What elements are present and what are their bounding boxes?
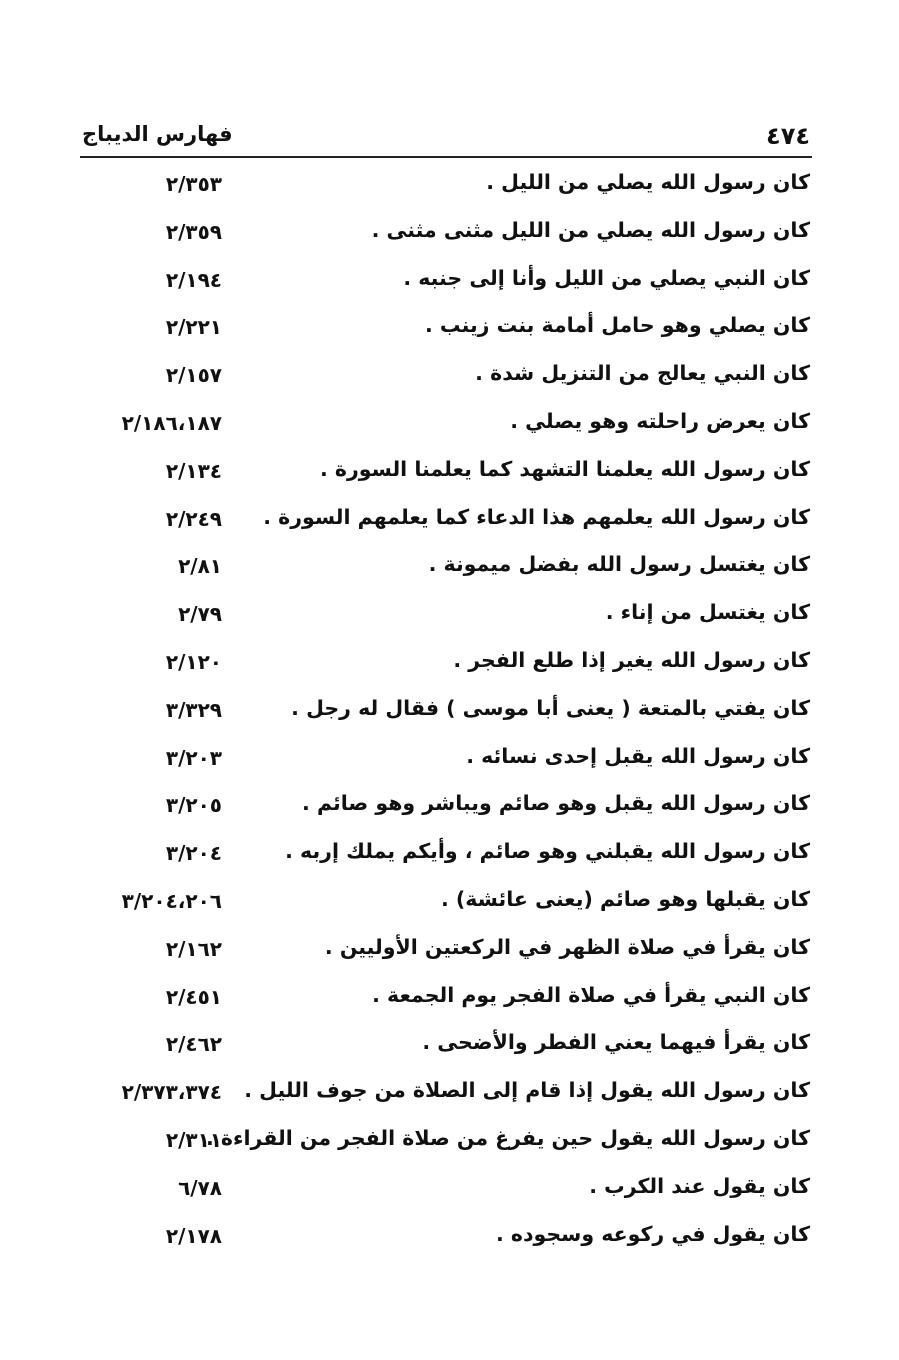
volume-page-ref: ٣/٢٠٥: [165, 793, 222, 818]
hadith-text: كان رسول الله يغير إذا طلع الفجر .: [453, 647, 810, 672]
hadith-text: كان رسول الله يقول حين يفرغ من صلاة الفجر من القراءة .: [205, 1125, 810, 1150]
hadith-text: كان رسول الله يعلمهم هذا الدعاء كما يعلمهم السورة .: [263, 504, 810, 529]
index-entry: [80, 258, 812, 306]
index-entry: [80, 353, 812, 401]
hadith-text: كان النبي يقرأ في صلاة الفجر يوم الجمعة .: [372, 982, 810, 1007]
volume-page-ref: ٢/٣٥٩: [165, 219, 222, 244]
volume-page-ref: ٢/٤٦٢: [165, 1032, 222, 1057]
volume-page-ref: ٣/٣٢٩: [165, 697, 222, 722]
hadith-text: كان النبي يصلي من الليل وأنا إلى جنبه .: [403, 265, 810, 290]
volume-page-ref: ٢/٢٢١: [165, 315, 222, 340]
hadith-text: كان يقول عند الكرب .: [589, 1173, 810, 1198]
index-list: [80, 162, 812, 1261]
volume-page-ref: ٢/٣١١: [165, 1127, 222, 1152]
volume-page-ref: ٢/٣٥٣: [165, 172, 222, 196]
index-entry: [80, 497, 812, 545]
hadith-text: كان رسول الله يصلي من الليل .: [486, 170, 810, 194]
hadith-text: كان رسول الله يعلمنا التشهد كما يعلمنا السورة .: [319, 456, 810, 481]
index-entry: [80, 975, 812, 1023]
hadith-text: كان رسول الله يصلي من الليل مثنى مثنى .: [371, 217, 810, 242]
volume-page-ref: ٢/١٢٠: [165, 649, 222, 674]
header-rule: [80, 156, 812, 158]
index-entry: [80, 1166, 812, 1214]
index-entry: [80, 640, 812, 688]
volume-page-ref: ٢/١٩٤: [165, 267, 222, 292]
hadith-text: كان يقبلها وهو صائم (يعنى عائشة) .: [440, 886, 810, 911]
index-entry: [80, 1022, 812, 1070]
index-entry: [80, 449, 812, 497]
index-entry: [80, 688, 812, 736]
volume-page-ref: ٢/١٧٨: [165, 1223, 222, 1248]
volume-page-ref: ٢/٤٥١: [165, 984, 222, 1009]
hadith-text: كان يعرض راحلته وهو يصلي .: [510, 408, 810, 433]
index-entry: [80, 305, 812, 353]
index-entry: [80, 592, 812, 640]
volume-page-ref: ٢/٧٩: [178, 602, 222, 627]
volume-page-ref: ٣/٢٠٤: [165, 841, 222, 866]
volume-page-ref: ٣/٢٠٣: [165, 745, 222, 770]
index-entry: [80, 927, 812, 975]
index-entry: [80, 831, 812, 879]
volume-page-ref: ٣/٢٠٤،٢٠٦: [121, 888, 222, 913]
hadith-text: كان يغتسل رسول الله بفضل ميمونة .: [428, 552, 810, 577]
index-entry: [80, 783, 812, 831]
hadith-text: كان النبي يعالج من التنزيل شدة .: [475, 361, 810, 386]
hadith-text: كان يقرأ في صلاة الظهر في الركعتين الأوليين .: [324, 934, 810, 959]
index-entry: [80, 162, 812, 210]
hadith-text: كان رسول الله يقول إذا قام إلى الصلاة من جوف الليل .: [244, 1078, 810, 1103]
volume-page-ref: ٢/٣٧٣،٣٧٤: [121, 1080, 222, 1105]
hadith-text: كان رسول الله يقبل وهو صائم ويباشر وهو صائم .: [302, 791, 810, 816]
index-entry: [80, 210, 812, 258]
volume-page-ref: ٦/٧٨: [178, 1175, 222, 1200]
index-entry: [80, 1118, 812, 1166]
index-entry: [80, 879, 812, 927]
index-entry: [80, 1214, 812, 1262]
index-entry: [80, 544, 812, 592]
hadith-text: كان يفتي بالمتعة ( يعنى أبا موسى ) فقال له رجل .: [291, 695, 810, 720]
volume-page-ref: ٢/١٣٤: [165, 458, 222, 483]
volume-page-ref: ٢/٨١: [178, 554, 222, 579]
hadith-text: كان رسول الله يقبلني وهو صائم ، وأيكم يملك إربه .: [285, 839, 810, 864]
hadith-text: كان يقرأ فيهما يعني الفطر والأضحى .: [422, 1030, 810, 1055]
volume-page-ref: ٢/١٦٢: [165, 936, 222, 961]
volume-page-ref: ٢/١٨٦،١٨٧: [121, 410, 222, 435]
index-entry: [80, 1070, 812, 1118]
index-entry: [80, 736, 812, 784]
hadith-text: كان يغتسل من إناء .: [605, 600, 810, 625]
volume-page-ref: ٢/٢٤٩: [165, 506, 222, 531]
running-header: [80, 120, 812, 158]
hadith-text: كان رسول الله يقبل إحدى نسائه .: [466, 743, 810, 768]
hadith-text: كان يصلي وهو حامل أمامة بنت زينب .: [424, 313, 810, 338]
volume-page-ref: ٢/١٥٧: [165, 363, 222, 388]
hadith-text: كان يقول في ركوعه وسجوده .: [495, 1221, 810, 1246]
running-title: فهارس الديباج: [82, 122, 233, 146]
page-number: ٤٧٤: [766, 122, 810, 150]
index-entry: [80, 401, 812, 449]
